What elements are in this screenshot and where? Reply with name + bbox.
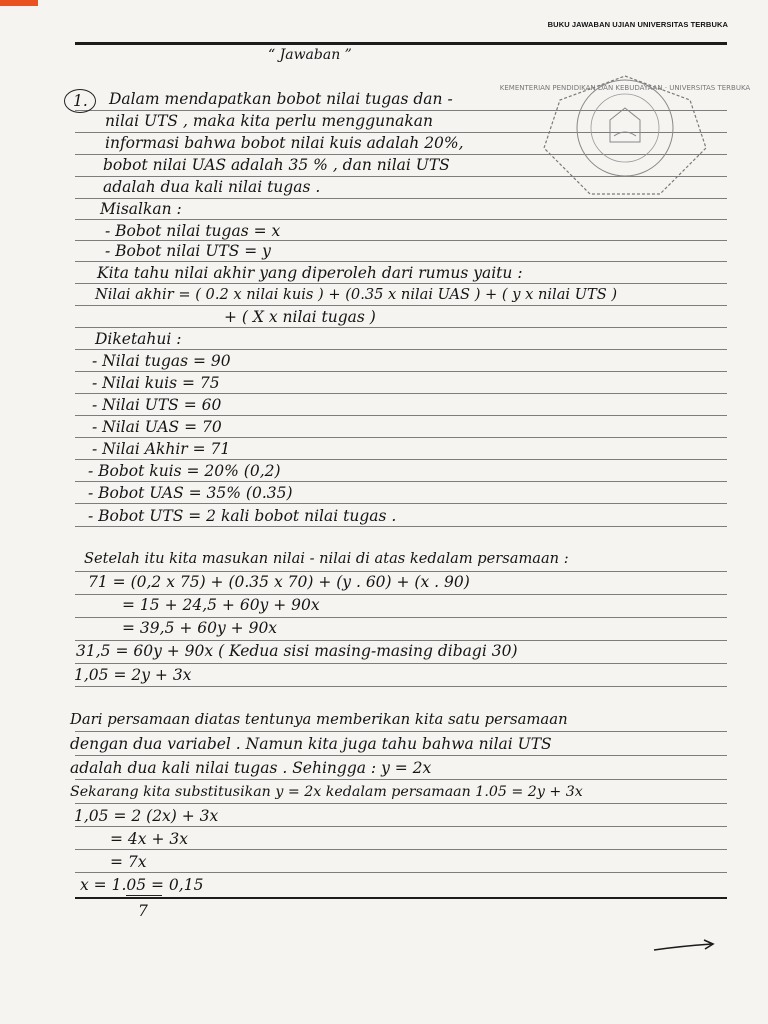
ruled-line [75, 686, 727, 687]
ruled-line [75, 663, 727, 664]
equation-line: 1,05 = 2y + 3x [74, 666, 192, 684]
ruled-line [75, 731, 727, 732]
ruled-line [75, 393, 727, 394]
ruled-line [75, 283, 727, 284]
text-line: Dalam mendapatkan bobot nilai tugas dan - [109, 90, 453, 108]
given-item: - Bobot UTS = 2 kali bobot nilai tugas . [88, 507, 397, 525]
fraction-bar [126, 895, 162, 896]
equation-line: = 7x [110, 853, 147, 871]
ruled-line [75, 481, 727, 482]
text-line: dengan dua variabel . Namun kita juga tahu bahwa nilai UTS [70, 735, 552, 753]
given-item: - Nilai Akhir = 71 [92, 440, 231, 458]
ruled-line [75, 571, 727, 572]
given-item: - Bobot kuis = 20% (0,2) [88, 462, 281, 480]
ruled-line [75, 261, 727, 262]
equation-line: 31,5 = 60y + 90x ( Kedua sisi masing-masing dibagi 30) [76, 642, 518, 660]
ruled-line [75, 503, 727, 504]
text-line: - Bobot nilai tugas = x [105, 222, 281, 240]
stamp-text: KEMENTERIAN PENDIDIKAN DAN KEBUDAYAAN · UNIVERSITAS TERBUKA [499, 84, 751, 92]
text-line: Kita tahu nilai akhir yang diperoleh dari rumus yaitu : [97, 264, 523, 282]
ruled-line [75, 305, 727, 306]
ruled-line [75, 779, 727, 780]
equation-line: x = 1.05 = 0,15 [80, 876, 204, 894]
given-item: - Bobot UAS = 35% (0.35) [88, 484, 293, 502]
given-item: - Nilai UTS = 60 [92, 396, 222, 414]
ruled-line [75, 826, 727, 827]
text-line: Sekarang kita substitusikan y = 2x kedalam persamaan 1.05 = 2y + 3x [70, 784, 583, 800]
ruled-line [75, 327, 727, 328]
ruled-line [75, 459, 727, 460]
given-item: - Nilai kuis = 75 [92, 374, 220, 392]
ruled-line [75, 617, 727, 618]
text-line: Diketahui : [95, 330, 182, 348]
footer-rule [75, 897, 727, 899]
text-line: Setelah itu kita masukan nilai - nilai di atas kedalam persamaan : [84, 550, 569, 567]
formula-line: Nilai akhir = ( 0.2 x nilai kuis ) + (0.35 x nilai UAS ) + ( y x nilai UTS ) [95, 286, 618, 303]
ruled-line [75, 240, 727, 241]
text-line: Dari persamaan diatas tentunya memberikan kita satu persamaan [70, 711, 568, 728]
ruled-line [75, 640, 727, 641]
university-stamp-icon [499, 70, 751, 200]
ruled-line [75, 526, 727, 527]
next-page-arrow-icon [652, 938, 718, 956]
ruled-line [75, 437, 727, 438]
text-line: nilai UTS , maka kita perlu menggunakan [105, 112, 433, 130]
text-line: - Bobot nilai UTS = y [105, 242, 271, 260]
ruled-line [75, 594, 727, 595]
equation-line: = 15 + 24,5 + 60y + 90x [122, 596, 320, 614]
corner-mark [0, 0, 38, 6]
fraction-denominator: 7 [138, 902, 148, 920]
text-line: adalah dua kali nilai tugas . Sehingga : y = 2x [70, 759, 432, 777]
ruled-line [75, 755, 727, 756]
equation-line: 71 = (0,2 x 75) + (0.35 x 70) + (y . 60) + (x . 90) [88, 573, 470, 591]
text-line: Misalkan : [100, 200, 182, 218]
ruled-line [75, 349, 727, 350]
equation-line: 1,05 = 2 (2x) + 3x [74, 807, 219, 825]
formula-line: + ( X x nilai tugas ) [224, 308, 376, 326]
question-number: 1. [73, 92, 88, 110]
ruled-line [75, 849, 727, 850]
ruled-line [75, 219, 727, 220]
ruled-line [75, 415, 727, 416]
text-line: informasi bahwa bobot nilai kuis adalah 20%, [105, 134, 464, 152]
ruled-line [75, 803, 727, 804]
given-item: - Nilai UAS = 70 [92, 418, 222, 436]
text-line: adalah dua kali nilai tugas . [103, 178, 321, 196]
ruled-line [75, 371, 727, 372]
page-title: “ Jawaban ” [268, 47, 352, 63]
ruled-line [75, 872, 727, 873]
booklet-header: BUKU JAWABAN UJIAN UNIVERSITAS TERBUKA [547, 20, 728, 29]
given-item: - Nilai tugas = 90 [92, 352, 231, 370]
text-line: bobot nilai UAS adalah 35 % , dan nilai UTS [103, 156, 450, 174]
equation-line: = 4x + 3x [110, 830, 188, 848]
header-rule [75, 42, 727, 45]
equation-line: = 39,5 + 60y + 90x [122, 619, 278, 637]
